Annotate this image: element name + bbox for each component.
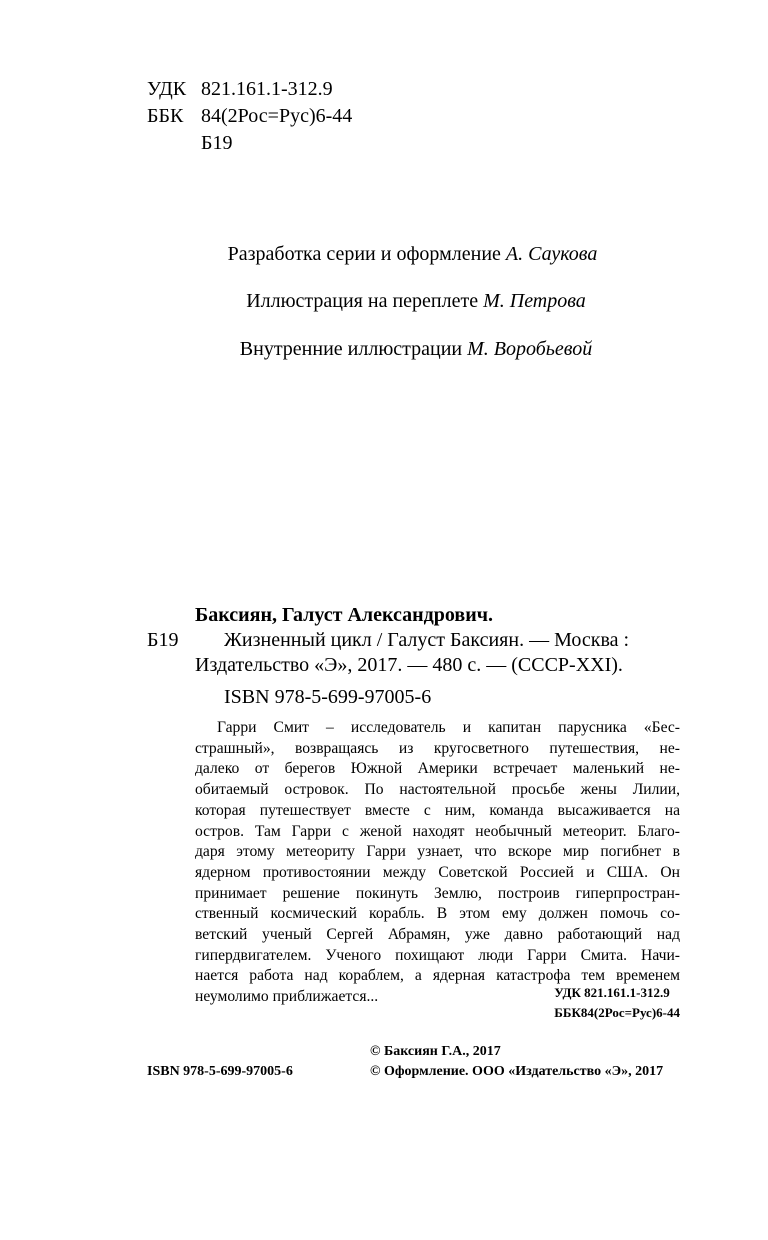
copyright-design: © Оформление. ООО «Издательство «Э», 2017 bbox=[370, 1064, 664, 1079]
entry-mark: Б19 bbox=[147, 629, 179, 651]
annotation-line: обитаемый островок. По настоятельной просьбе жены Лилии, bbox=[195, 781, 680, 799]
annotation-line: страшный», возвращаясь из кругосветного путешествия, не- bbox=[195, 739, 680, 757]
annotation-line: Гарри Смит – исследователь и капитан парусника «Бес- bbox=[217, 719, 680, 736]
entry-publisher-line: Издательство «Э», 2017. — 480 с. — (СССР-XXI). bbox=[195, 654, 623, 676]
annotation-line: неумолимо приближается... bbox=[195, 988, 379, 1006]
credit-cover-illustration: Иллюстрация на переплете М. Петрова bbox=[246, 290, 586, 312]
entry-isbn: ISBN 978-5-699-97005-6 bbox=[224, 686, 432, 708]
annotation-line: даря этому метеориту Гарри узнает, что вскоре мир погибнет в bbox=[195, 843, 680, 861]
annotation-line: ственный космический корабль. В этом ему должен помочь со- bbox=[195, 905, 680, 923]
annotation-line: которая путешествует вместе с ним, команда высаживается на bbox=[195, 801, 680, 819]
annotation-line: остров. Там Гарри с женой находят необычный метеорит. Благо- bbox=[195, 822, 680, 840]
classification-block bbox=[147, 76, 352, 157]
annotation bbox=[195, 718, 680, 1008]
annotation-line: гипердвигателем. Ученого похищают люди Гарри Смита. Начи- bbox=[195, 946, 680, 964]
copyright-author: © Баксиян Г.А., 2017 bbox=[370, 1044, 501, 1059]
codes-block bbox=[554, 983, 680, 1023]
entry-title-line: Жизненный цикл / Галуст Баксиян. — Москва : bbox=[224, 629, 630, 651]
udk-label: УДК bbox=[147, 78, 187, 100]
annotation-line: нается работа над кораблем, а ядерная катастрофа тем временем bbox=[195, 967, 680, 985]
annotation-line: ветский ученый Сергей Абрамян, уже давно работающий над bbox=[195, 926, 680, 944]
bbk-label: ББК bbox=[147, 105, 184, 127]
annotation-line: далеко от берегов Южной Америки встречает маленький не- bbox=[195, 760, 680, 778]
author-mark: Б19 bbox=[201, 132, 233, 154]
credit-inner-illustrations: Внутренние иллюстрации М. Воробьевой bbox=[239, 338, 593, 360]
footer-isbn: ISBN 978-5-699-97005-6 bbox=[147, 1064, 293, 1079]
annotation-line: ядерном противостоянии между Советской Россией и США. Он bbox=[195, 863, 680, 881]
codes-bbk: ББК84(2Рос=Рус)6-44 bbox=[554, 1005, 680, 1020]
bbk-value: 84(2Рос=Рус)6-44 bbox=[201, 105, 353, 127]
entry-author: Баксиян, Галуст Александрович. bbox=[195, 604, 493, 626]
codes-udk: УДК 821.161.1-312.9 bbox=[554, 985, 670, 1000]
annotation-line: принимает решение покинуть Землю, построив гиперпростран- bbox=[195, 884, 680, 902]
udk-value: 821.161.1-312.9 bbox=[201, 78, 333, 100]
credit-series-design: Разработка серии и оформление А. Саукова bbox=[227, 243, 598, 265]
